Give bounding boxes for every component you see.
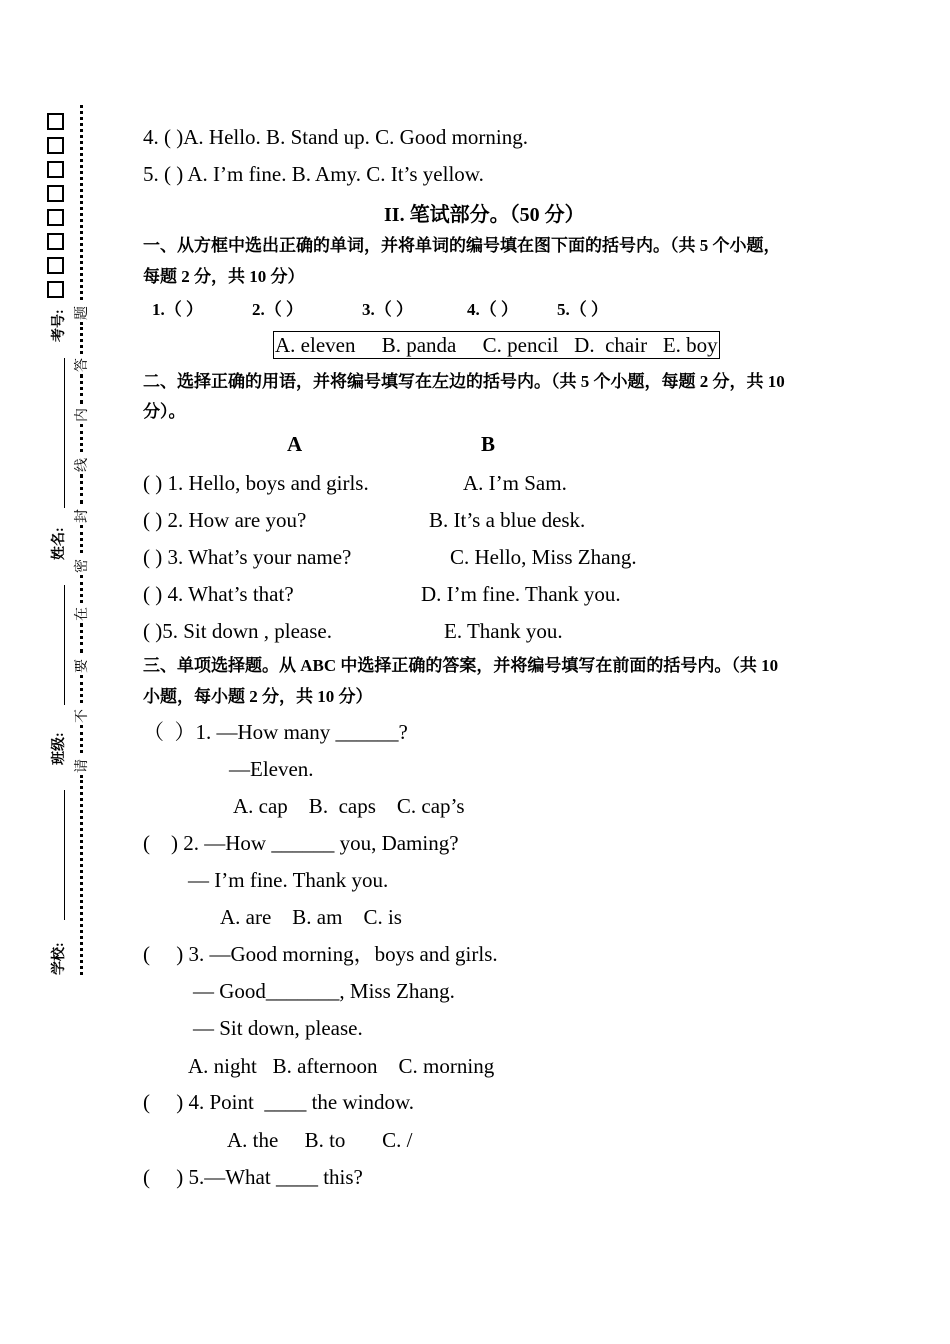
seal-char: 内 bbox=[75, 408, 90, 422]
match-answer: D. I’m fine. Thank you. bbox=[421, 582, 621, 606]
match-answer: A. I’m Sam. bbox=[463, 471, 567, 495]
seal-char: 不 bbox=[75, 709, 90, 723]
question-line: 4. ( )A. Hello. B. Stand up. C. Good morning. bbox=[143, 125, 528, 149]
seal-char: 封 bbox=[75, 509, 90, 523]
exam-number-box[interactable] bbox=[47, 185, 64, 202]
exam-number-box[interactable] bbox=[47, 137, 64, 154]
section-instruction: 二、选择正确的用语，并将编号填写在左边的括号内。（共 5 个小题，每题 2 分，共 10 bbox=[143, 372, 785, 391]
seal-char: 请 bbox=[75, 759, 90, 773]
question-line: （ ）1. —How many ______? bbox=[143, 720, 408, 744]
section-instruction: 三、单项选择题。从 ABC 中选择正确的答案，并将编号填写在前面的括号内。（共 10 bbox=[143, 656, 779, 675]
question-line: — Sit down, please. bbox=[193, 1016, 363, 1040]
name-label: 姓名: bbox=[52, 527, 67, 560]
exam-number-box[interactable] bbox=[47, 161, 64, 178]
name-line[interactable] bbox=[64, 358, 65, 508]
match-question: ( ) 2. How are you? bbox=[143, 508, 307, 532]
question-line: —Eleven. bbox=[229, 757, 314, 781]
match-question: ( ) 3. What’s your name? bbox=[143, 545, 352, 569]
seal-char: 要 bbox=[75, 659, 90, 673]
seal-dotted-line bbox=[80, 105, 83, 300]
seal-dotted-line bbox=[80, 575, 83, 603]
seal-dotted-line bbox=[80, 775, 83, 975]
match-question: ( ) 4. What’s that? bbox=[143, 582, 294, 606]
class-line[interactable] bbox=[64, 585, 65, 705]
match-question: ( ) 1. Hello, boys and girls. bbox=[143, 471, 369, 495]
class-label: 班级: bbox=[52, 732, 67, 765]
seal-dotted-line bbox=[80, 474, 83, 504]
section-instruction: 每题 2 分，共 10 分） bbox=[143, 267, 305, 286]
question-line: — Good_______, Miss Zhang. bbox=[193, 979, 455, 1003]
section-instruction: 分）。 bbox=[143, 402, 186, 421]
exam-number-label: 考号: bbox=[52, 309, 67, 342]
question-line: — I’m fine. Thank you. bbox=[188, 868, 389, 892]
school-label: 学校: bbox=[52, 942, 67, 975]
exam-number-box[interactable] bbox=[47, 257, 64, 274]
match-question: ( )5. Sit down , please. bbox=[143, 619, 332, 643]
option-line: A. night B. afternoon C. morning bbox=[188, 1054, 495, 1078]
exam-number-box[interactable] bbox=[47, 209, 64, 226]
binding-margin bbox=[0, 0, 110, 1344]
column-header-a: A bbox=[287, 432, 303, 456]
question-line: 5. ( ) A. I’m fine. B. Amy. C. It’s yellow. bbox=[143, 162, 484, 186]
seal-char: 密 bbox=[75, 559, 90, 573]
answer-blank[interactable]: 4.（ ） bbox=[467, 300, 518, 319]
section-instruction: 小题，每小题 2 分，共 10 分） bbox=[143, 687, 373, 706]
option-line: A. cap B. caps C. cap’s bbox=[233, 794, 465, 818]
column-header-b: B bbox=[481, 432, 496, 456]
seal-dotted-line bbox=[80, 623, 83, 653]
seal-dotted-line bbox=[80, 322, 83, 354]
answer-blank[interactable]: 5.（ ） bbox=[557, 300, 608, 319]
option-line: A. are B. am C. is bbox=[220, 905, 402, 929]
seal-dotted-line bbox=[80, 725, 83, 753]
seal-dotted-line bbox=[80, 675, 83, 703]
answer-blank[interactable]: 1.（ ） bbox=[152, 300, 203, 319]
answer-blank[interactable]: 3.（ ） bbox=[362, 300, 413, 319]
question-line: ( ) 3. —Good morning，boys and girls. bbox=[143, 942, 498, 966]
section-instruction: 一、从方框中选出正确的单词，并将单词的编号填在图下面的括号内。（共 5 个小题， bbox=[143, 236, 781, 255]
seal-char: 在 bbox=[75, 607, 90, 621]
exam-number-box[interactable] bbox=[47, 233, 64, 250]
match-answer: B. It’s a blue desk. bbox=[429, 508, 586, 532]
answer-blank[interactable]: 2.（ ） bbox=[252, 300, 303, 319]
question-line: ( ) 5.—What ____ this? bbox=[143, 1165, 363, 1189]
word-bank-box: A. eleven B. panda C. pencil D. chair E. boy bbox=[275, 333, 718, 357]
seal-dotted-line bbox=[80, 374, 83, 404]
seal-char: 题 bbox=[75, 306, 90, 320]
exam-number-box[interactable] bbox=[47, 281, 64, 298]
part-title: II. 笔试部分。（50 分） bbox=[384, 204, 585, 226]
seal-char: 线 bbox=[75, 458, 90, 472]
question-line: ( ) 2. —How ______ you, Daming? bbox=[143, 831, 459, 855]
exam-number-box[interactable] bbox=[47, 113, 64, 130]
school-line[interactable] bbox=[64, 790, 65, 920]
match-answer: E. Thank you. bbox=[444, 619, 563, 643]
seal-dotted-line bbox=[80, 424, 83, 452]
question-line: ( ) 4. Point ____ the window. bbox=[143, 1090, 415, 1114]
seal-char: 答 bbox=[75, 358, 90, 372]
match-answer: C. Hello, Miss Zhang. bbox=[450, 545, 637, 569]
option-line: A. the B. to C. / bbox=[227, 1128, 413, 1152]
seal-dotted-line bbox=[80, 525, 83, 553]
